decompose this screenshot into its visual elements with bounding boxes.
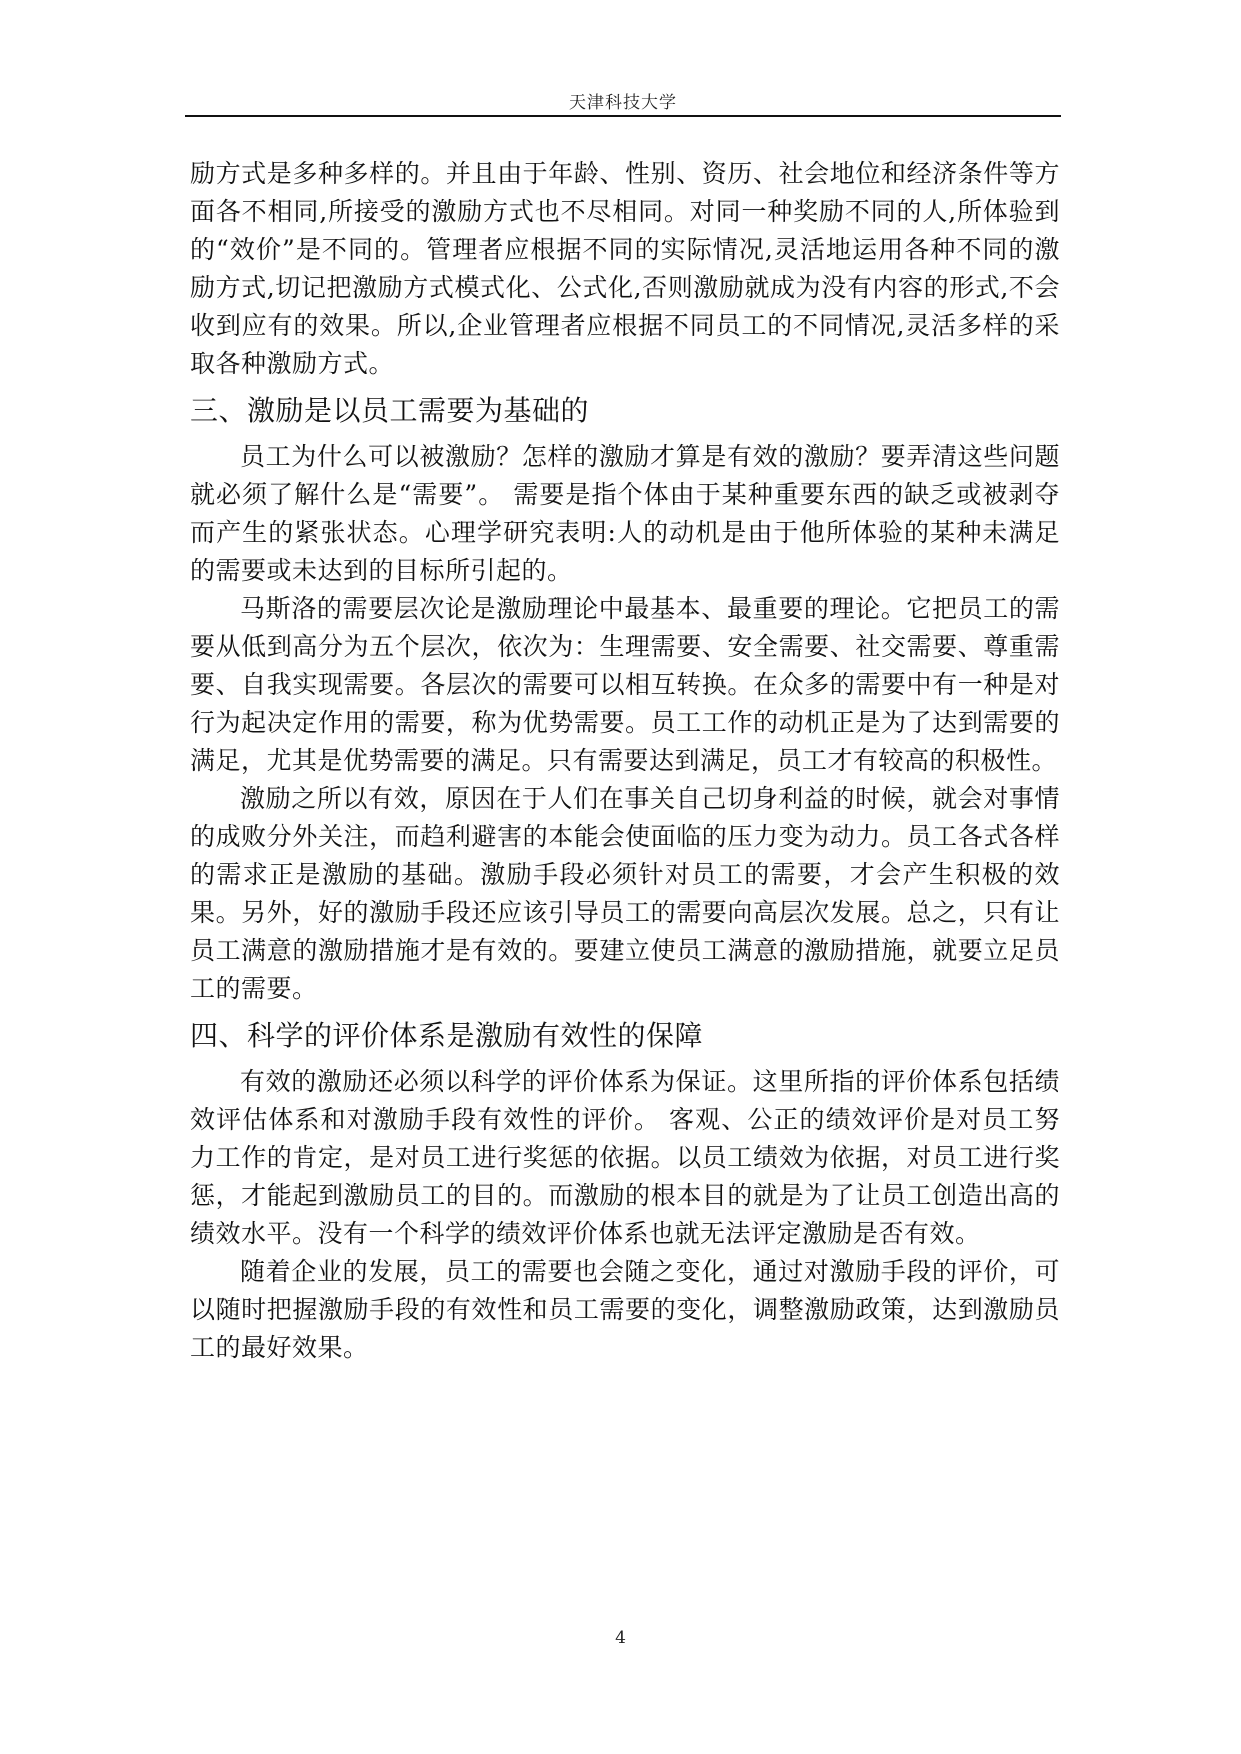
paragraph-continuation: 励方式是多种多样的。并且由于年龄、性别、资历、社会地位和经济条件等方面各不相同,所接受的激励方式也不尽相同。对同一种奖励不同的人,所体验到的“效价”是不同的。管理者应根据不同的实际情况,灵活地运用各种不同的激励方式,切记把激励方式模式化、公式化,否则激励就成为没有内容的形式,不会收到应有的效果。所以,企业管理者应根据不同员工的不同情况,灵活多样的采取各种激励方式。 <box>190 159 1060 378</box>
paragraph: 有效的激励还必须以科学的评价体系为保证。这里所指的评价体系包括绩效评估体系和对激励手段有效性的评价。 客观、公正的绩效评价是对员工努力工作的肯定，是对员工进行奖惩的依据。以员工绩效为依据，对员工进行奖惩，才能起到激励员工的目的。而激励的根本目的就是为了让员工创造出高的绩效水平。没有一个科学的绩效评价体系也就无法评定激励是否有效。 <box>190 1067 1060 1248</box>
paragraph: 员工为什么可以被激励？怎样的激励才算是有效的激励？要弄清这些问题就必须了解什么是“需要”。 需要是指个体由于某种重要东西的缺乏或被剥夺而产生的紧张状态。心理学研究表明:人的动机是由于他所体验的某种未满足的需要或未达到的目标所引起的。 <box>190 442 1060 585</box>
paragraph: 激励之所以有效，原因在于人们在事关自己切身利益的时候，就会对事情的成败分外关注，而趋利避害的本能会使面临的压力变为动力。员工各式各样的需求正是激励的基础。激励手段必须针对员工的需要，才会产生积极的效果。另外，好的激励手段还应该引导员工的需要向高层次发展。总之，只有让员工满意的激励措施才是有效的。要建立使员工满意的激励措施，就要立足员工的需要。 <box>190 784 1060 1003</box>
section-heading-3: 三、激励是以员工需要为基础的 <box>190 394 590 427</box>
page-number: 4 <box>615 1628 626 1648</box>
header-divider <box>185 115 1061 117</box>
page-body <box>190 155 1060 1367</box>
paragraph: 随着企业的发展，员工的需要也会随之变化，通过对激励手段的评价，可以随时把握激励手段的有效性和员工需要的变化，调整激励政策，达到激励员工的最好效果。 <box>190 1257 1060 1362</box>
running-header: 天津科技大学 <box>569 93 677 113</box>
section-heading-4: 四、科学的评价体系是激励有效性的保障 <box>190 1019 704 1052</box>
paragraph: 马斯洛的需要层次论是激励理论中最基本、最重要的理论。它把员工的需要从低到高分为五个层次，依次为：生理需要、安全需要、社交需要、尊重需要、自我实现需要。各层次的需要可以相互转换。在众多的需要中有一种是对行为起决定作用的需要，称为优势需要。员工工作的动机正是为了达到需要的满足，尤其是优势需要的满足。只有需要达到满足，员工才有较高的积极性。 <box>190 594 1060 775</box>
